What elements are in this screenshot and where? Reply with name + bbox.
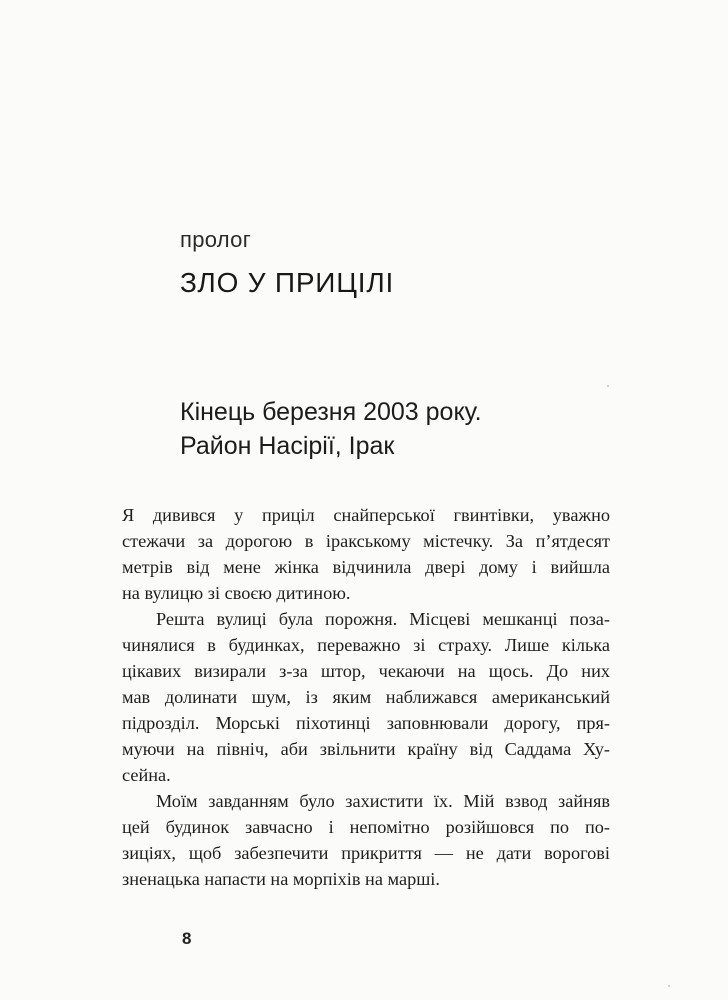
- text-line: підрозділ. Морські піхотинці заповнювали дорогу, пря-: [122, 713, 610, 733]
- chapter-kicker: пролог: [180, 227, 252, 252]
- text-line: сейна.: [122, 765, 171, 785]
- text-line: Моїм завданням було захистити їх. Мій взвод зайняв: [156, 791, 610, 811]
- text-line: метрів від мене жінка відчинила двері дому і вийшла: [122, 557, 610, 577]
- dateline-line: Район Насірії, Ірак: [180, 432, 395, 460]
- paragraph: [122, 606, 610, 788]
- body-text: [122, 502, 610, 892]
- dateline: [180, 395, 600, 463]
- text-line: цікавих визирали з-за штор, чекаючи на щось. До них: [122, 661, 610, 681]
- text-line: чинялися в будинках, переважно зі страху. Лише кілька: [122, 635, 610, 655]
- text-line: зненацька напасти на морпіхів на марші.: [122, 869, 440, 889]
- scan-speck: [607, 385, 609, 387]
- chapter-title: ЗЛО У ПРИЦІЛІ: [180, 267, 395, 298]
- dateline-line: Кінець березня 2003 року.: [180, 398, 482, 426]
- text-line: муючи на північ, аби звільнити країну від Саддама Ху-: [122, 739, 610, 759]
- scan-speck: [668, 985, 670, 987]
- text-line: стежачи за дорогою в іракському містечку. За п’ятдесят: [122, 531, 610, 551]
- text-line: Решта вулиці була порожня. Місцеві мешканці поза-: [156, 609, 610, 629]
- page-number: 8: [182, 929, 192, 948]
- text-line: зиціях, щоб забезпечити прикриття — не дати ворогові: [122, 843, 610, 863]
- text-line: Я дивився у приціл снайперської гвинтівки, уважно: [122, 505, 610, 525]
- text-line: на вулицю зі своєю дитиною.: [122, 583, 351, 603]
- text-line: цей будинок завчасно і непомітно розійшовся по по-: [122, 817, 610, 837]
- paragraph: [122, 502, 610, 606]
- paragraph: [122, 788, 610, 892]
- text-line: мав долинати шум, із яким наближався американський: [122, 687, 610, 707]
